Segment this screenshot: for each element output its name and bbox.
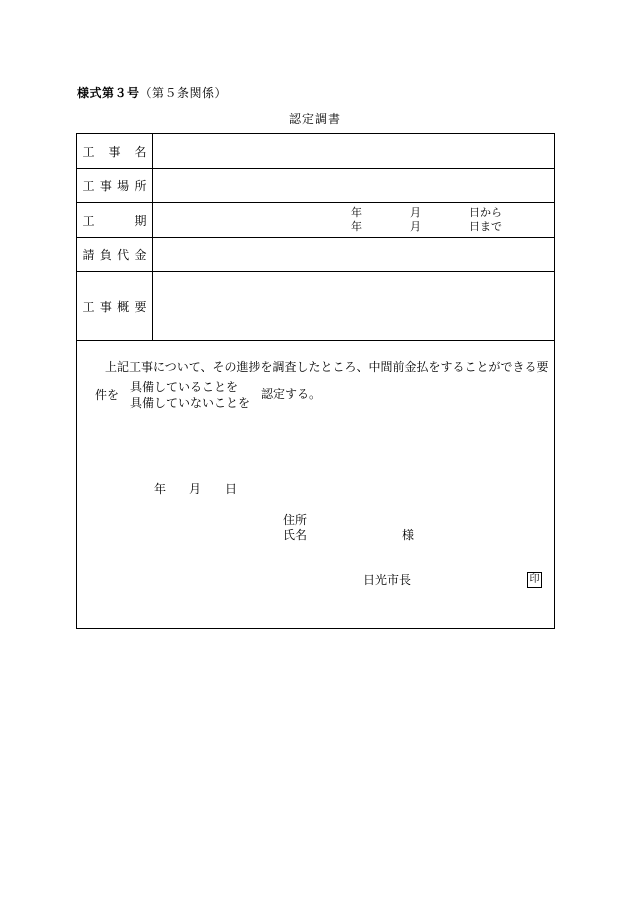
date-year: 年 <box>154 482 167 496</box>
period-end-month: 月 <box>410 220 421 233</box>
period-start-year: 年 <box>351 206 362 219</box>
row-work-summary <box>77 272 554 341</box>
label-work-site: 工 事 場 所 <box>77 169 153 202</box>
document-title: 認定調書 <box>288 112 341 126</box>
row-work-period <box>77 203 554 238</box>
label-work-summary: 工 事 概 要 <box>77 272 153 340</box>
statement-prefix: 件を <box>95 388 120 402</box>
name-label: 氏名 <box>283 528 308 542</box>
seal-mark: 印 <box>527 572 542 588</box>
statement-option-a: 具備していることを <box>130 380 239 394</box>
statement-option-b: 具備していないことを <box>130 396 251 410</box>
label-work-name: 工 事 名 <box>77 134 153 168</box>
period-start-month: 月 <box>410 206 421 219</box>
row-work-site <box>77 169 554 203</box>
date-month: 月 <box>189 482 202 496</box>
form-number: 様式第３号（第５条関係） <box>77 86 228 100</box>
address-label: 住所 <box>283 513 308 527</box>
row-contract-amount <box>77 238 554 272</box>
issuer-title: 日光市長 <box>363 573 412 587</box>
date-day: 日 <box>225 482 238 496</box>
label-contract-amount: 請 負 代 金 <box>77 238 153 271</box>
period-end-year: 年 <box>351 220 362 233</box>
period-start-day: 日から <box>469 206 502 219</box>
row-work-name <box>77 134 554 169</box>
statement-line-1: 上記工事について、その進捗を調査したところ、中間前金払をすることができる要 <box>105 360 549 374</box>
certification-form <box>76 133 555 629</box>
statement-suffix: 認定する。 <box>261 387 322 401</box>
honorific: 様 <box>402 528 415 542</box>
label-work-period: 工 期 <box>77 203 153 237</box>
period-end-day: 日まで <box>469 220 502 233</box>
